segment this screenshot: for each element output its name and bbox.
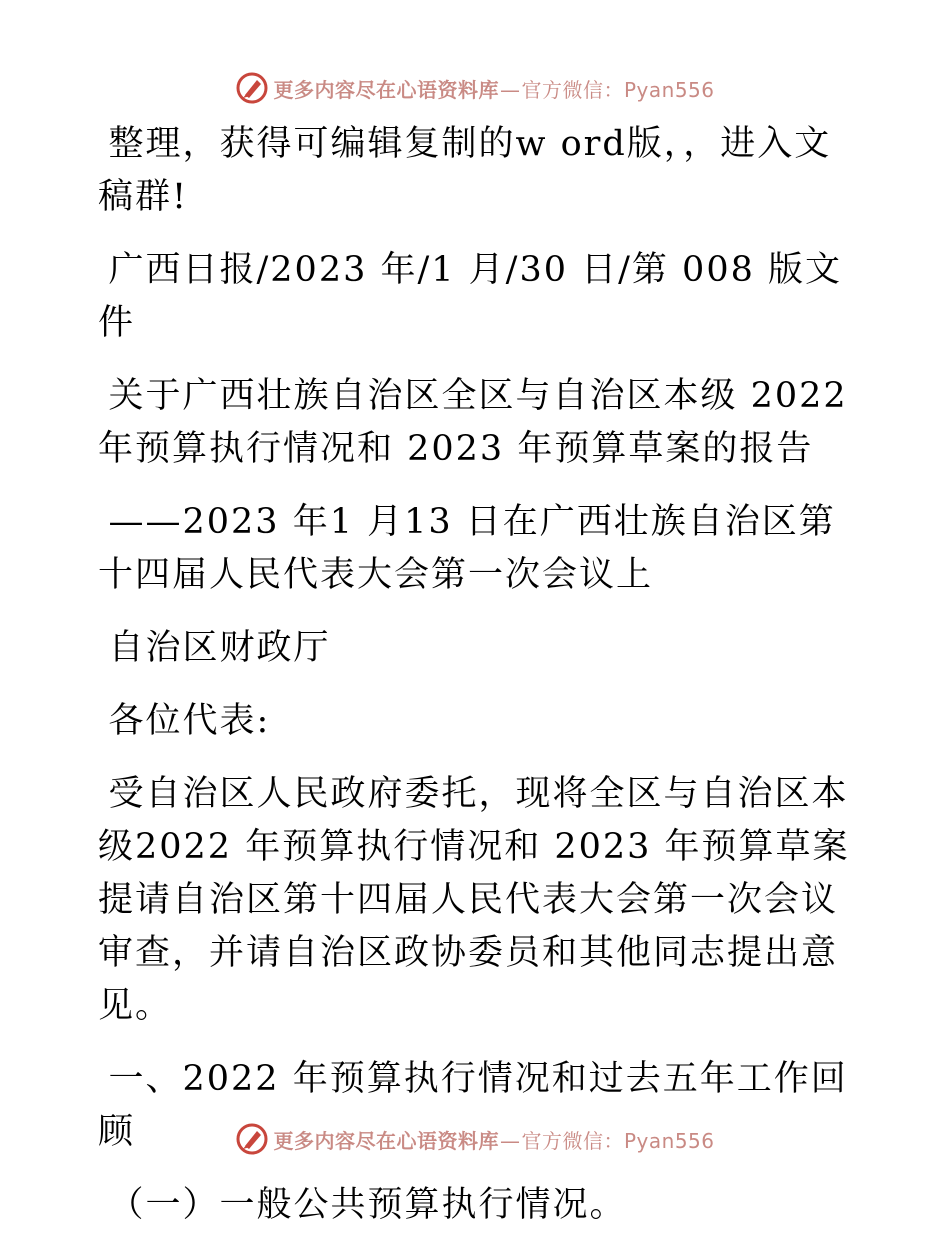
watermark-dash: — <box>499 1128 521 1153</box>
watermark-official: 官方微信： <box>521 1128 624 1153</box>
watermark-official: 官方微信： <box>521 77 624 102</box>
document-body <box>98 118 858 1252</box>
pen-nib-logo-icon <box>235 71 269 105</box>
paragraph-salutation: 各位代表: <box>108 701 271 741</box>
watermark-text <box>273 74 714 103</box>
watermark-text <box>273 1125 714 1154</box>
paragraph-meeting: ——2023 年1 月13 日在广西壮族自治区第十四届人民代表大会第一次会议上 <box>98 502 836 595</box>
watermark-dash: — <box>499 77 521 102</box>
paragraph-report-title: 关于广西壮族自治区全区与自治区本级 2022 年预算执行情况和 2023 年预算草案的报告 <box>98 376 848 469</box>
watermark-header <box>0 68 950 108</box>
paragraph-body: 受自治区人民政府委托，现将全区与自治区本级2022 年预算执行情况和 2023 年预算草案提请自治区第十四届人民代表大会第一次会议审查，并请自治区政协委员和其他同志提出意见。 <box>98 774 850 1026</box>
watermark-site: 更多内容尽在心语资料库 <box>273 1128 499 1153</box>
watermark-wechat-id: Pyan556 <box>623 1128 715 1153</box>
paragraph-source: 广西日报/2023 年/1 月/30 日/第 008 版文件 <box>98 250 842 343</box>
watermark-footer <box>0 1119 950 1159</box>
pen-nib-logo-icon <box>235 1122 269 1156</box>
watermark-site: 更多内容尽在心语资料库 <box>273 77 499 102</box>
subsection-heading-1: （一）一般公共预算执行情况。 <box>108 1185 627 1225</box>
paragraph-author: 自治区财政厅 <box>108 628 331 668</box>
section-heading-1: 一、2022 年预算执行情况和过去五年工作回顾 <box>98 1059 848 1152</box>
paragraph-intro: 整理，获得可编辑复制的w ord版，，进入文稿群! <box>98 124 832 217</box>
watermark-wechat-id: Pyan556 <box>623 77 715 102</box>
